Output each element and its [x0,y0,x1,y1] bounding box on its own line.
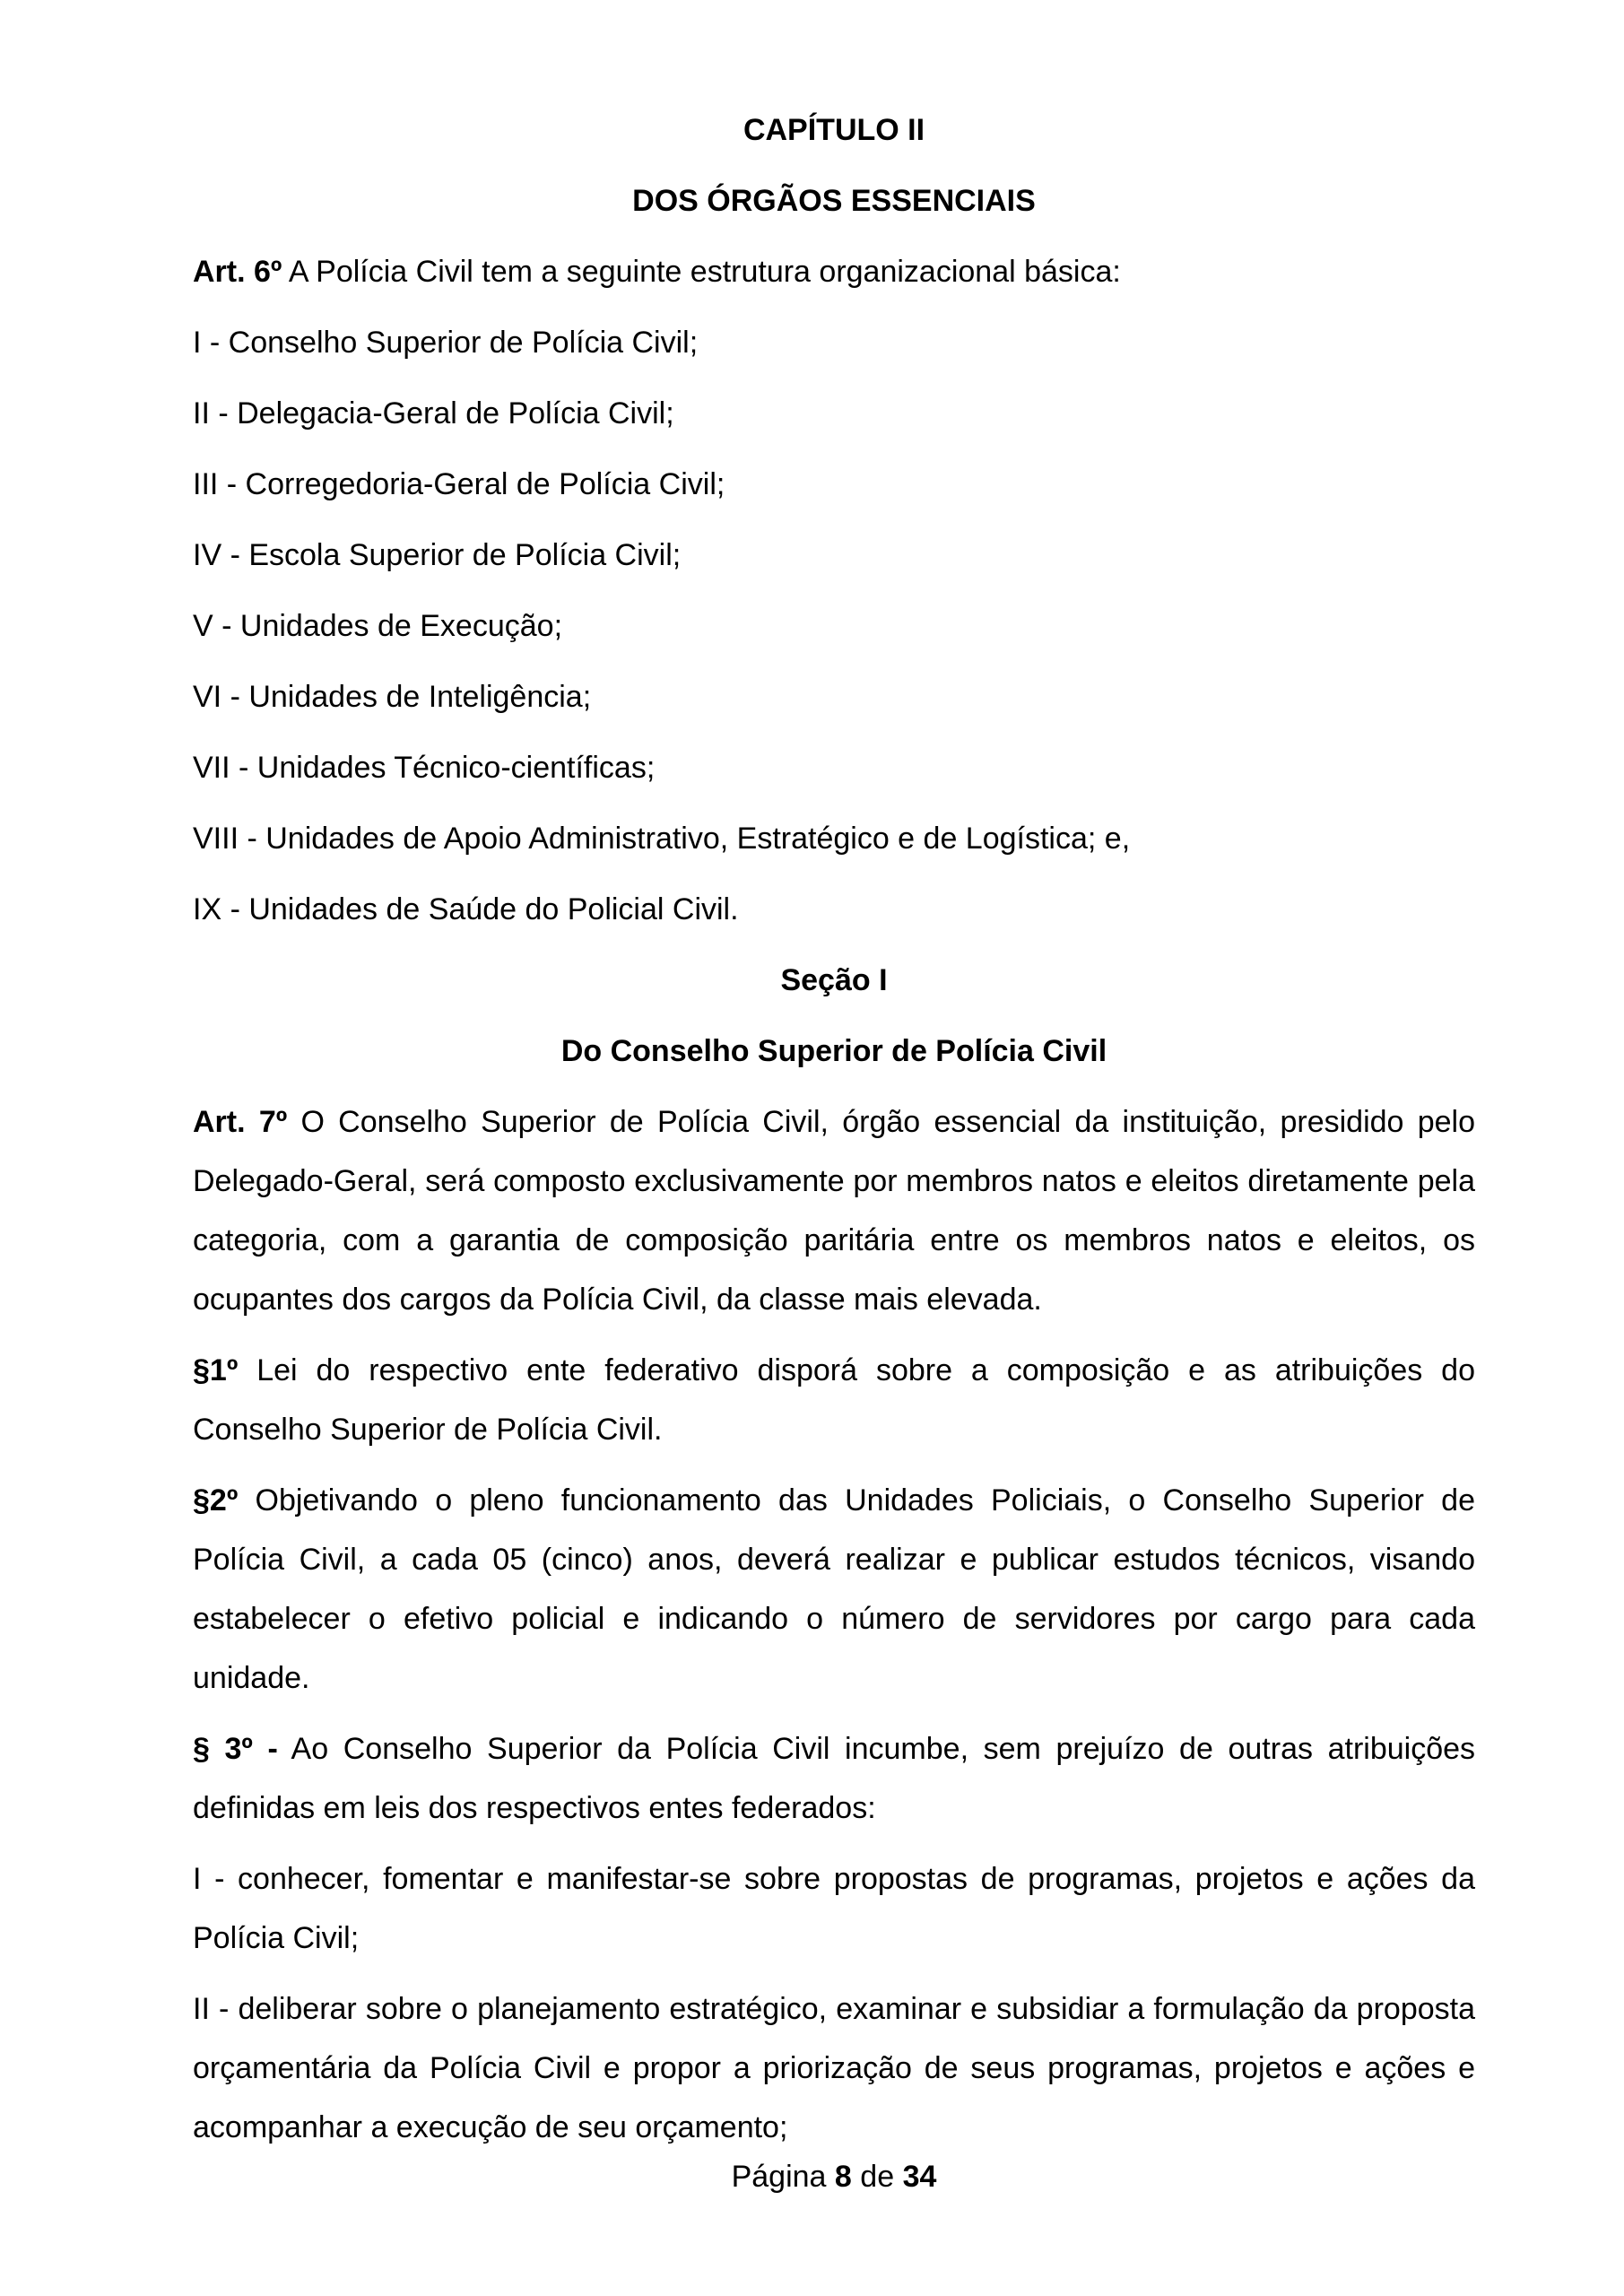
org-structure-item: VI - Unidades de Inteligência; [193,680,592,714]
footer-of: de [860,2160,895,2194]
paragraph-3-lead: § 3º - [193,1732,278,1766]
org-structure-item: IV - Escola Superior de Polícia Civil; [193,538,682,572]
paragraph-3 [193,1719,1475,1838]
art7-paragraph [193,1092,1475,1329]
org-structure-item: IX - Unidades de Saúde do Policial Civil. [193,892,739,926]
org-structure-item: II - Delegacia-Geral de Polícia Civil; [193,396,674,430]
paragraph-2 [193,1471,1475,1708]
footer-label: Página [731,2160,827,2194]
paragraph-2-lead: §2º [193,1483,239,1518]
org-structure-item: VIII - Unidades de Apoio Administrativo, Estratégico e de Logística; e, [193,822,1131,856]
chapter-title: CAPÍTULO II [743,113,925,147]
footer-total: 34 [902,2160,937,2194]
duty-item: II - deliberar sobre o planejamento estratégico, examinar e subsidiar a formulação da proposta orçamentária da Polícia Civil e propor a priorização de seus programas, projetos e ações e acompanhar a execução de seu orçamento; [193,1992,1475,2144]
org-structure-item: I - Conselho Superior de Polícia Civil; [193,326,699,360]
art7-text: O Conselho Superior de Polícia Civil, órgão essencial da instituição, presidido pelo Delegado-Geral, será composto exclusivamente por membros natos e eleitos diretamente pela categoria, com a garantia de composição paritária entre os membros natos e eleitos, os ocupantes dos cargos da Polícia Civil, da classe mais elevada. [193,1105,1475,1317]
art6-text: A Polícia Civil tem a seguinte estrutura organizacional básica: [288,255,1121,289]
section-subject: Do Conselho Superior de Polícia Civil [560,1034,1107,1068]
paragraph-1-text: Lei do respectivo ente federativo disporá sobre a composição e as atribuições do Conselho Superior de Polícia Civil. [193,1353,1475,1447]
chapter-subject: DOS ÓRGÃOS ESSENCIAIS [632,184,1036,218]
duty-item: I - conhecer, fomentar e manifestar-se sobre propostas de programas, projetos e ações da Polícia Civil; [193,1862,1475,1955]
paragraph-2-text: Objetivando o pleno funcionamento das Unidades Policiais, o Conselho Superior de Polícia Civil, a cada 05 (cinco) anos, deverá realizar e publicar estudos técnicos, visando estabelecer o efetivo policial e indicando o número de servidores por cargo para cada unidade. [193,1483,1475,1695]
footer-page-number: 8 [834,2160,852,2194]
art6-lead: Art. 6º [193,255,282,289]
art7-lead: Art. 7º [193,1105,288,1139]
org-structure-item: III - Corregedoria-Geral de Polícia Civil; [193,467,725,501]
page-footer [193,2147,1475,2206]
section-title: Seção I [780,963,888,997]
paragraph-1-lead: §1º [193,1353,239,1387]
paragraph-1 [193,1341,1475,1459]
org-structure-item: V - Unidades de Execução; [193,609,563,643]
paragraph-3-text: Ao Conselho Superior da Polícia Civil incumbe, sem prejuízo de outras atribuições definidas em leis dos respectivos entes federados: [193,1732,1476,1825]
art6-paragraph [193,242,1475,301]
org-structure-item: VII - Unidades Técnico-científicas; [193,751,656,785]
